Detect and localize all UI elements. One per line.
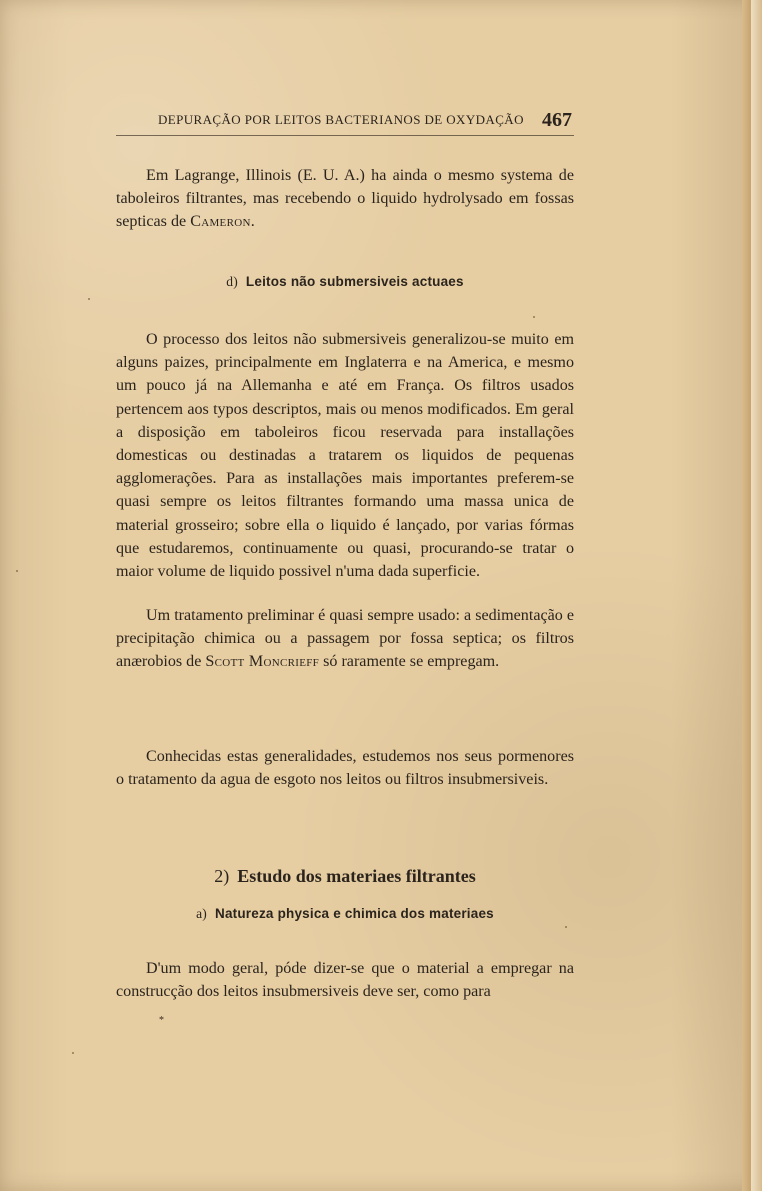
paper-speck xyxy=(72,1052,74,1054)
paragraph-generalidades: Conhecidas estas generalidades, estudemos nos seus pormenores o tratamento da agua de esgoto nos leitos ou filtros insubmersiveis. xyxy=(116,748,574,789)
section-marker-a: a) xyxy=(196,906,207,921)
section-heading-2 xyxy=(116,866,574,887)
section-title-a: Natureza physica e chimica dos materiaes xyxy=(215,906,494,921)
paragraph-tratamento-end: só raramente se empregam. xyxy=(319,653,500,671)
paragraph-processo: O processo dos leitos não submersiveis generalizou-se muito em alguns paizes, principalmente em Inglaterra e na America, e mesmo um pouco já na Allemanha e até em França. Os filtros usados pertencem aos typos descriptos, mais ou menos modificados. Em geral a disposição em taboleiros ficou reservada para installações domesticas ou destinadas a tratarem os liquidos de pequenas agglomerações. Para as installações mais importantes preferem-se quasi sempre os leitos filtrantes formando uma massa unica de material grosseiro; sobre ella o liquido é lançado, por varias fórmas que estudaremos, continuamente ou quasi, procurando-se tratar o maior volume de liquido possivel n'uma dada superficie. xyxy=(116,331,574,581)
paragraph-lagrange-end: . xyxy=(250,213,255,231)
paragraph-tratamento xyxy=(116,604,574,674)
paper-speck xyxy=(565,926,567,928)
page-edge-shadow xyxy=(742,0,762,1191)
page-number: 467 xyxy=(542,108,572,131)
cameron-name: Cameron xyxy=(190,213,251,231)
section-title-d: Leitos não submersiveis actuaes xyxy=(245,274,464,289)
section-marker-d: d) xyxy=(226,274,238,289)
section-heading-a xyxy=(116,906,574,922)
paragraph-lagrange-text: Em Lagrange, Illinois (E. U. A.) ha ainda o mesmo systema de taboleiros filtrantes, mas recebendo o liquido hydrolysado em fossas septicas de xyxy=(116,167,574,231)
scott-moncrieff-name: Scott Moncrieff xyxy=(205,653,320,671)
paper-speck xyxy=(88,298,90,300)
section-heading-d xyxy=(116,274,574,290)
page-header xyxy=(116,106,574,136)
paragraph-tratamento-text: Um tratamento preliminar é quasi sempre usado: a sedimentação e precipitação chimica ou a passagem por fossa septica; os filtros anærobios de xyxy=(116,607,574,671)
paper-speck xyxy=(16,570,18,572)
paragraph-modo-geral: D'um modo geral, póde dizer-se que o material a empregar na construcção dos leitos insubmersiveis deve ser, como para xyxy=(116,960,574,1001)
section-title-2: Estudo dos materiaes filtrantes xyxy=(237,866,476,886)
running-head: DEPURAÇÃO POR LEITOS BACTERIANOS DE OXYDAÇÃO xyxy=(158,111,524,127)
paper-speck xyxy=(533,316,535,318)
section-marker-2: 2) xyxy=(214,866,230,886)
ink-mark: * xyxy=(159,1015,164,1026)
paragraph-lagrange xyxy=(116,164,574,234)
